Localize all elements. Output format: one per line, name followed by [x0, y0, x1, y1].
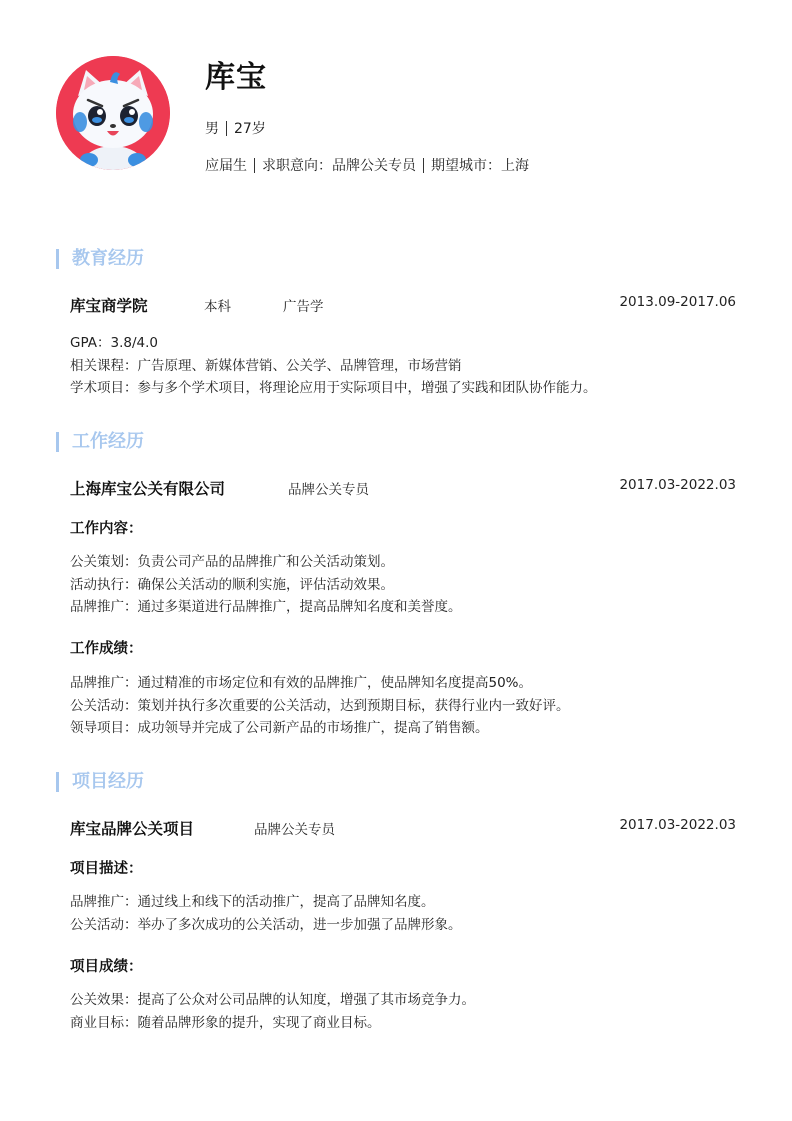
list-item: 公关效果：提高了公众对公司品牌的认知度，增强了其市场竞争力。 — [70, 992, 475, 1008]
project-achievements — [70, 989, 475, 1034]
project-role: 品牌公关专员 — [254, 822, 335, 838]
education-row — [70, 294, 736, 316]
list-item: 活动执行：确保公关活动的顺利实施，评估活动效果。 — [70, 576, 394, 593]
gpa: GPA：3.8/4.0 — [70, 335, 158, 351]
school-name: 库宝商学院 — [70, 297, 148, 315]
list-item: 公关活动：策划并执行多次重要的公关活动，达到预期目标，获得行业内一致好评。 — [70, 697, 570, 714]
separator — [254, 158, 255, 173]
project-date: 2017.03-2022.03 — [619, 817, 736, 833]
project-section-title: 项目经历 — [56, 772, 144, 792]
education-date: 2013.09-2017.06 — [619, 294, 736, 310]
work-date: 2017.03-2022.03 — [619, 477, 736, 493]
list-item: 品牌推广：通过精准的市场定位和有效的品牌推广，使品牌知名度提高50%。 — [70, 675, 533, 691]
gender: 男 — [205, 121, 219, 137]
work-content-title: 工作内容： — [70, 521, 143, 537]
expected-city: 期望城市：上海 — [431, 158, 529, 174]
work-row — [70, 477, 736, 499]
list-item: 公关活动：举办了多次成功的公关活动，进一步加强了品牌形象。 — [70, 916, 462, 933]
list-item: 品牌推广：通过线上和线下的活动推广，提高了品牌知名度。 — [70, 894, 435, 910]
major: 广告学 — [283, 299, 324, 315]
job-intent: 求职意向：品牌公关专员 — [262, 158, 416, 174]
list-item: 品牌推广：通过多渠道进行品牌推广，提高品牌知名度和美誉度。 — [70, 599, 462, 615]
project-row — [70, 817, 736, 839]
age: 27岁 — [234, 121, 266, 137]
project-achieve-title: 项目成绩： — [70, 959, 143, 975]
project-description — [70, 891, 462, 936]
cat-mascot-icon — [56, 56, 170, 170]
candidate-name: 库宝 — [205, 60, 267, 95]
separator — [423, 158, 424, 173]
list-item: 领导项目：成功领导并完成了公司新产品的市场推广，提高了销售额。 — [70, 720, 489, 736]
work-achieve-title: 工作成绩： — [70, 641, 143, 657]
academic-projects: 学术项目：参与多个学术项目，将理论应用于实际项目中，增强了实践和团队协作能力。 — [70, 380, 597, 396]
basic-info — [205, 118, 266, 138]
avatar — [56, 56, 170, 170]
work-content — [70, 551, 462, 619]
status: 应届生 — [205, 158, 247, 174]
work-section-title: 工作经历 — [56, 432, 144, 452]
work-position: 品牌公关专员 — [288, 482, 369, 498]
degree: 本科 — [204, 299, 231, 315]
education-section-title: 教育经历 — [56, 249, 144, 269]
project-name: 库宝品牌公关项目 — [70, 820, 195, 838]
project-desc-title: 项目描述： — [70, 861, 143, 877]
list-item: 公关策划：负责公司产品的品牌推广和公关活动策划。 — [70, 554, 394, 570]
job-info — [205, 155, 529, 175]
courses: 相关课程：广告原理、新媒体营销、公关学、品牌管理，市场营销 — [70, 357, 462, 374]
education-details — [70, 332, 597, 400]
list-item: 商业目标：随着品牌形象的提升，实现了商业目标。 — [70, 1014, 381, 1031]
work-achievements — [70, 672, 570, 740]
company-name: 上海库宝公关有限公司 — [70, 480, 226, 498]
separator — [226, 121, 227, 136]
